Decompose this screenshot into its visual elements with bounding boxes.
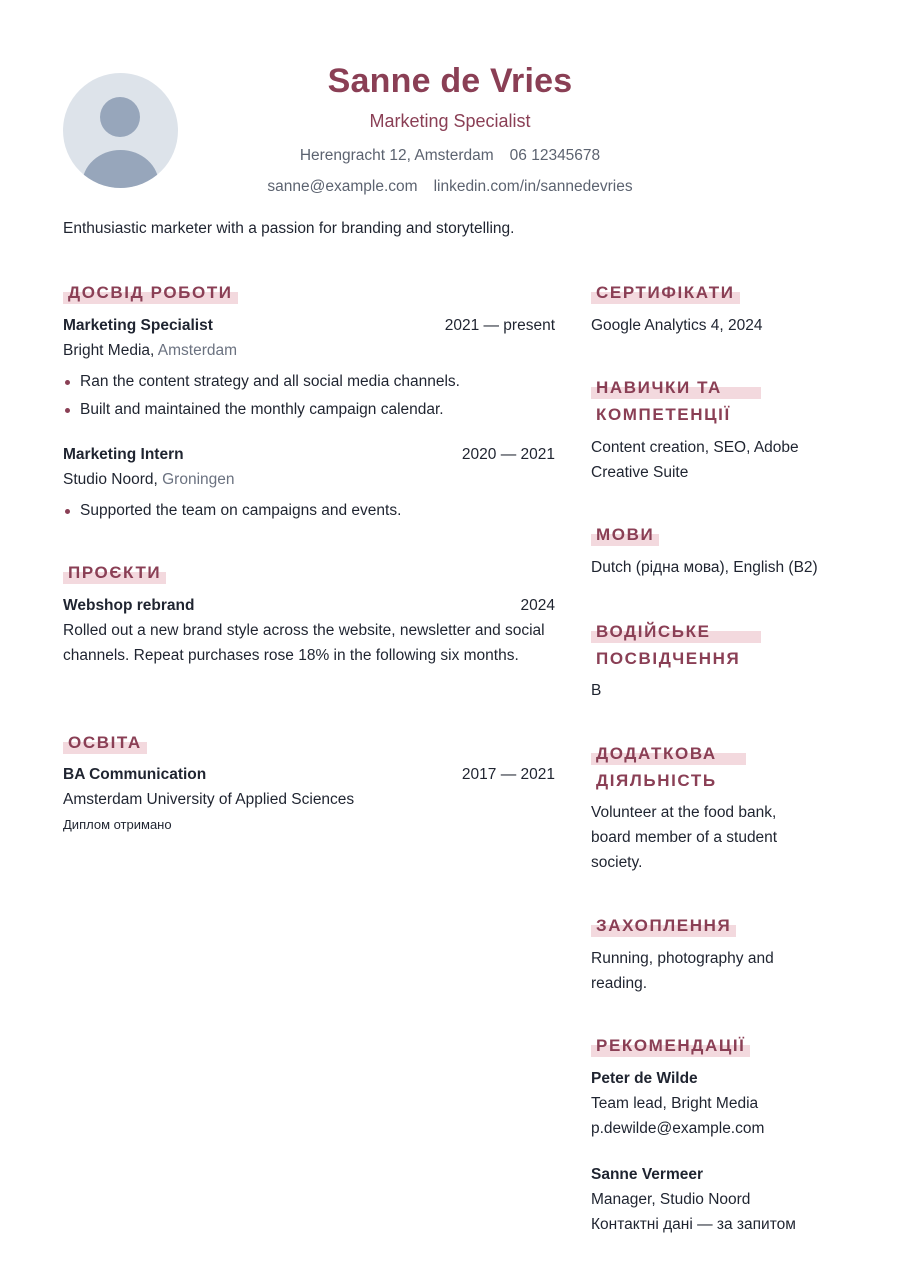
project-description: Rolled out a new brand style across the website, newsletter and social channels. Repeat purchases rose 18% in the following six months. (63, 622, 545, 664)
certificates-text: Google Analytics 4, 2024 (591, 317, 763, 334)
activities-text: Volunteer at the food bank, board member of a student society. (591, 804, 778, 871)
reference-item (591, 1162, 861, 1237)
languages-text: Dutch (рідна мова), English (B2) (591, 559, 818, 576)
company: Studio Noord (63, 471, 154, 488)
project-name: Webshop rebrand (63, 597, 195, 614)
job-dates: 2020 — 2021 (461, 446, 555, 463)
languages-section (591, 521, 861, 580)
degree: BA Communication (63, 766, 207, 783)
job-bullet: Supported the team on campaigns and events. (63, 497, 555, 525)
references-section (591, 1032, 861, 1059)
license-body (591, 678, 861, 703)
reference-contact[interactable]: p.dewilde@example.com (591, 1120, 765, 1137)
education-item (63, 762, 555, 837)
activities-title: ДОДАТКОВА ДІЯЛЬНІСТЬ (591, 740, 746, 794)
company-city: Groningen (162, 471, 235, 488)
school: Amsterdam University of Applied Sciences (63, 791, 355, 808)
email-link[interactable]: sanne@example.com (267, 178, 418, 195)
projects-section (63, 559, 555, 586)
references-title: РЕКОМЕНДАЦІЇ (591, 1032, 750, 1059)
education-section (63, 729, 555, 756)
reference-contact: Контактні дані — за запитом (591, 1216, 796, 1233)
license-text: B (591, 682, 602, 699)
project-year: 2024 (520, 597, 555, 614)
languages-title: МОВИ (591, 521, 659, 548)
certificates-title: СЕРТИФІКАТИ (591, 279, 740, 306)
hobbies-section (591, 912, 806, 996)
reference-position: Manager, Studio Noord (591, 1191, 751, 1208)
phone[interactable]: 06 12345678 (509, 147, 601, 164)
project-item (63, 593, 555, 668)
job-bullet: Ran the content strategy and all social media channels. (63, 368, 555, 396)
hobbies-text: Running, photography and reading. (591, 950, 774, 992)
avatar-head (100, 97, 140, 137)
reference-position: Team lead, Bright Media (591, 1095, 759, 1112)
avatar-body (82, 150, 159, 188)
education-dates: 2017 — 2021 (461, 766, 555, 783)
skills-body (591, 435, 831, 485)
experience-section (63, 279, 555, 306)
license-title: ВОДІЙСЬКЕ ПОСВІДЧЕННЯ (591, 618, 761, 672)
summary: Enthusiastic marketer with a passion for branding and storytelling. (63, 220, 515, 237)
experience-item: Marketing Intern 2020 — 2021 Studio Noord, Groningen Supported the team on campaigns and events. (63, 442, 555, 525)
skills-section (591, 374, 761, 428)
job-dates: 2021 — present (444, 317, 555, 334)
certificates-section (591, 279, 861, 338)
experience-item: Marketing Specialist 2021 — present Bright Media, Amsterdam Ran the content strategy and all social media channels. Built and maintained the monthly campaign calendar. (63, 313, 555, 424)
skills-title: НАВИЧКИ ТА КОМПЕТЕНЦІЇ (591, 374, 761, 428)
education-title: ОСВІТА (63, 729, 147, 756)
reference-item (591, 1066, 861, 1141)
address: Herengracht 12, Amsterdam (299, 147, 494, 164)
avatar-placeholder-icon (63, 73, 178, 188)
company-city: Amsterdam (157, 342, 238, 359)
experience-title: ДОСВІД РОБОТИ (63, 279, 238, 306)
job-bullet: Built and maintained the monthly campaign calendar. (63, 396, 555, 424)
skills-text: Content creation, SEO, Adobe Creative Suite (591, 439, 799, 481)
contact-line-1 (200, 147, 700, 165)
hobbies-title: ЗАХОПЛЕННЯ (591, 912, 736, 939)
license-section (591, 618, 761, 672)
reference-name: Sanne Vermeer (591, 1166, 704, 1183)
reference-name: Peter de Wilde (591, 1070, 698, 1087)
projects-title: ПРОЄКТИ (63, 559, 166, 586)
company: Bright Media (63, 342, 151, 359)
education-note: Диплом отримано (63, 817, 172, 832)
activities-body (591, 800, 806, 875)
contact-line-2 (200, 178, 700, 196)
job-title: Marketing Specialist (63, 317, 213, 334)
candidate-name: Sanne de Vries (327, 62, 573, 100)
linkedin-link[interactable]: linkedin.com/in/sannedevries (433, 178, 633, 195)
job-title: Marketing Intern (63, 446, 184, 463)
candidate-role: Marketing Specialist (369, 111, 531, 131)
activities-section (591, 740, 746, 794)
